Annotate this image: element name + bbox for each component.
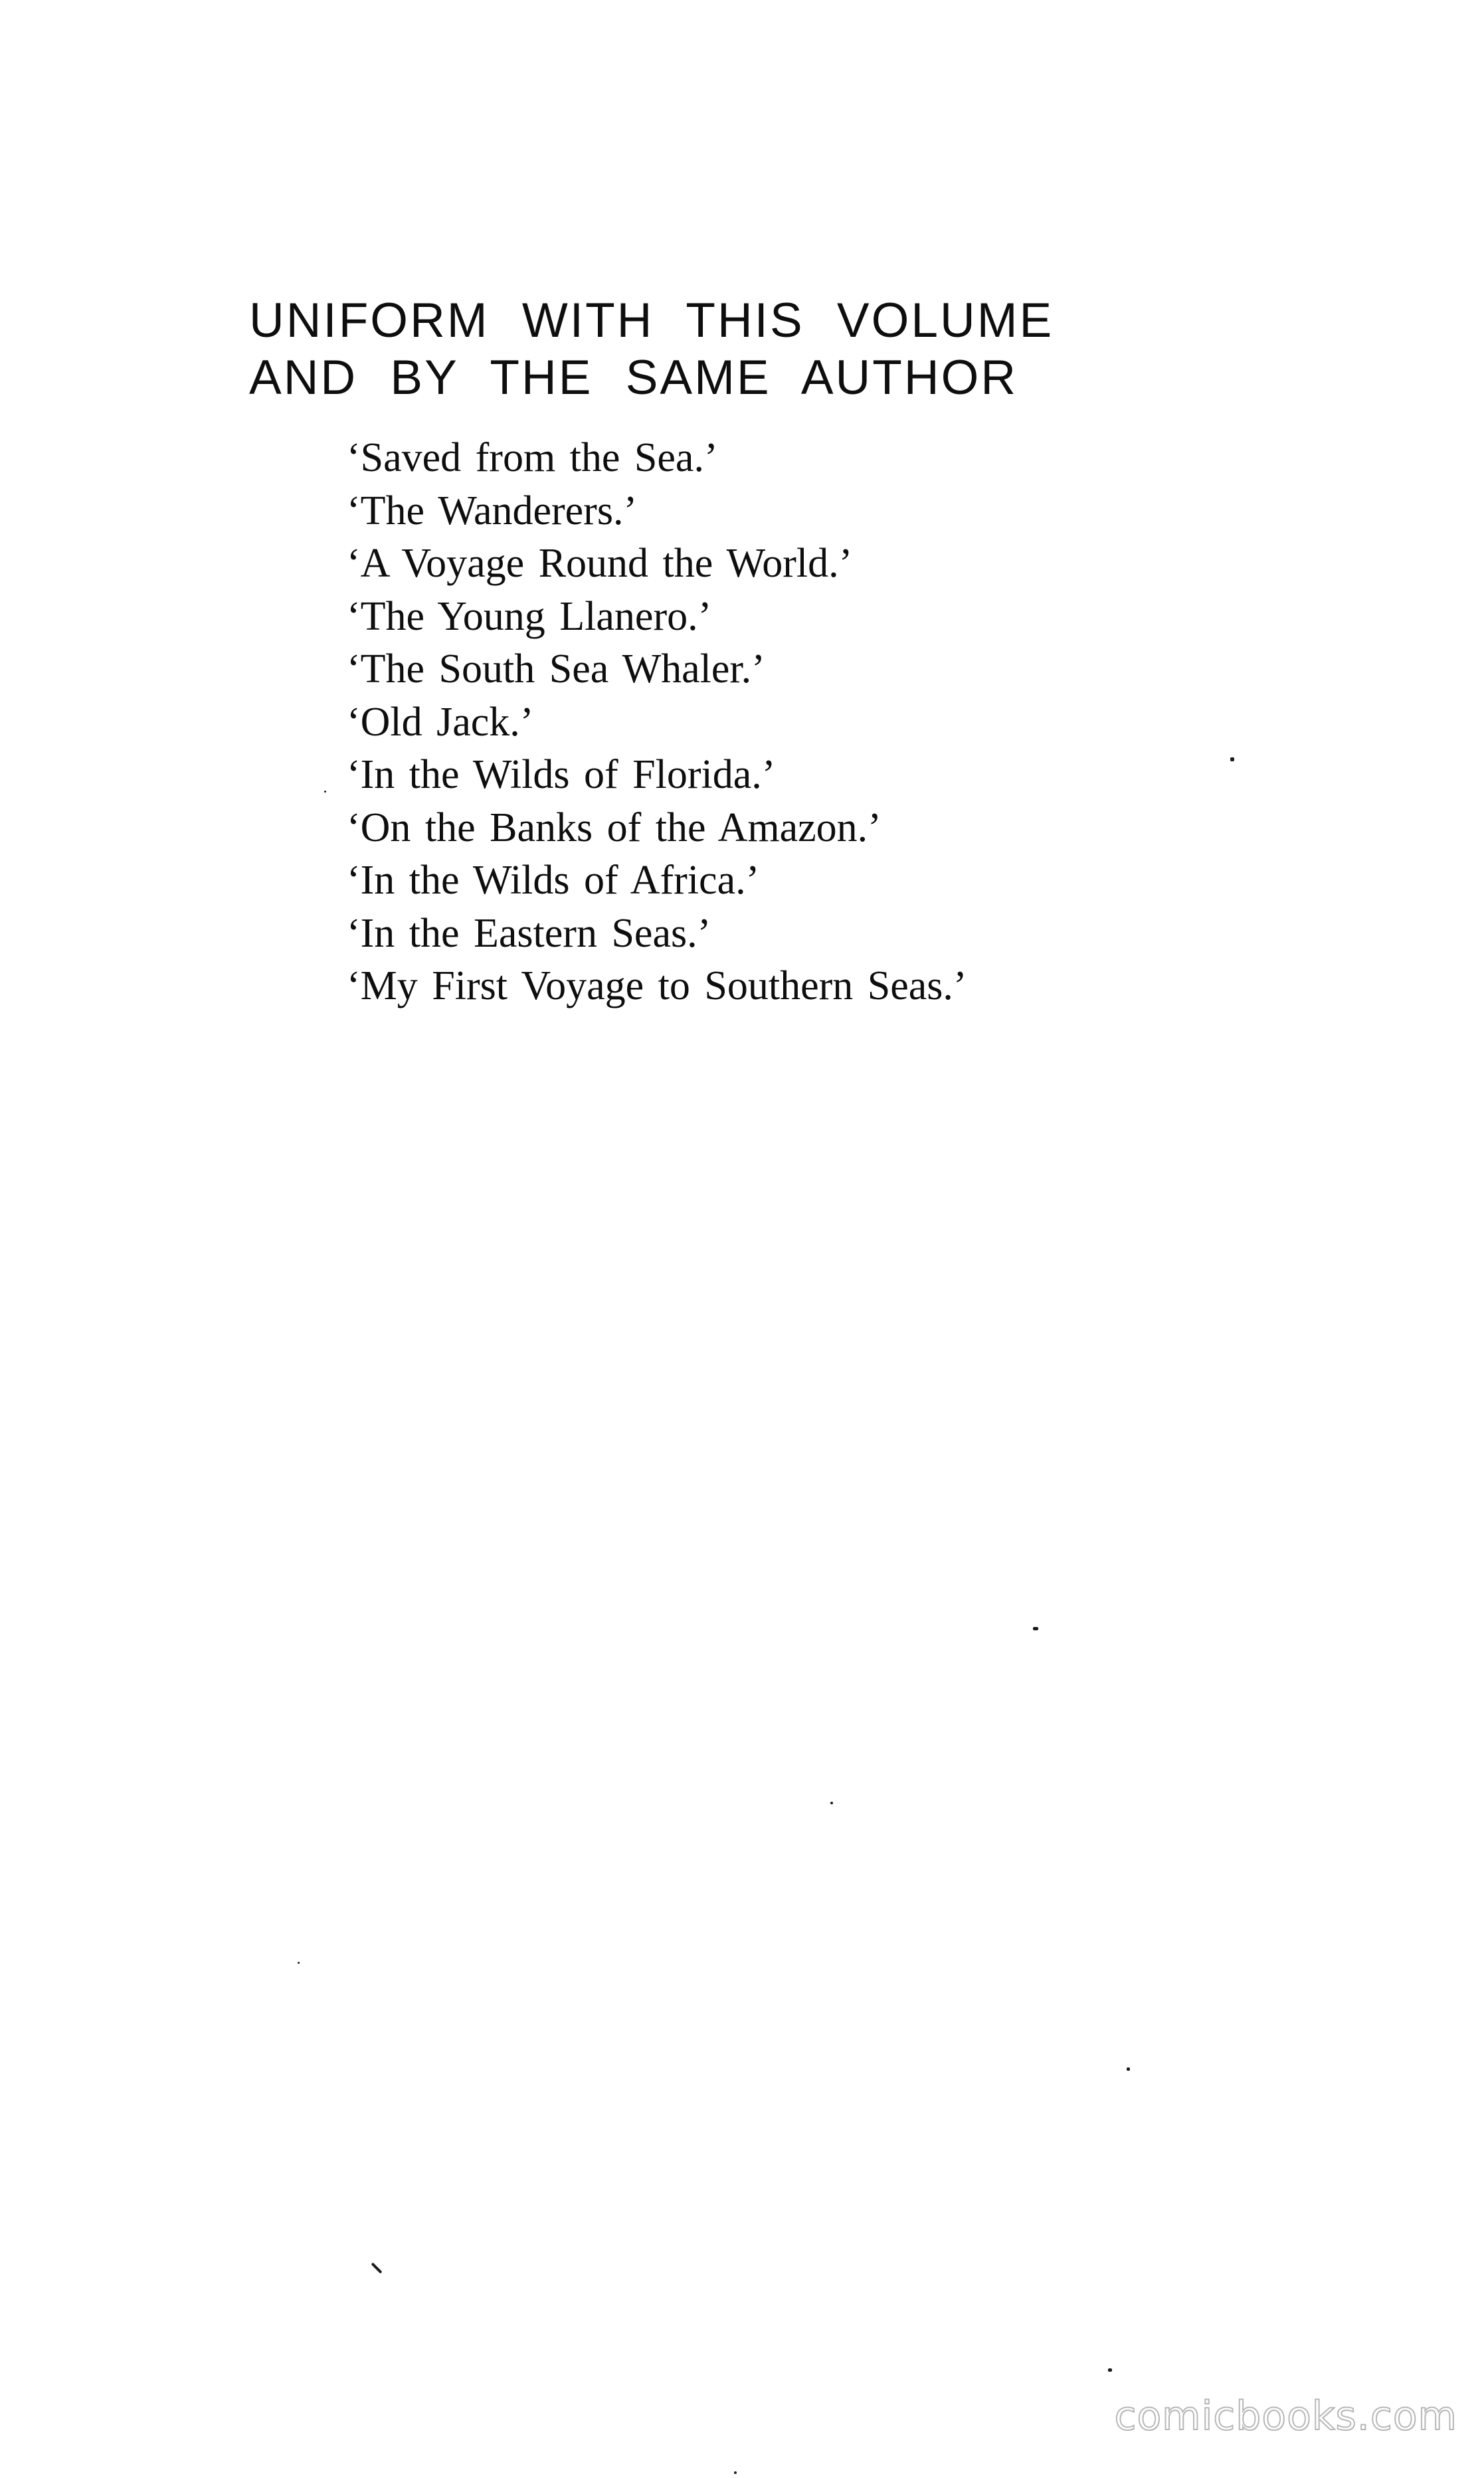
watermark-logo: comicbooks.com [1114,2393,1457,2439]
scan-speck [1033,1627,1038,1630]
list-item: ‘Saved from the Sea.’ [347,435,718,480]
scan-speck [1127,2067,1130,2071]
list-item: ‘On the Banks of the Amazon.’ [347,805,881,850]
scan-speck [1230,757,1234,761]
list-item: ‘The South Sea Whaler.’ [347,646,765,692]
list-item: ‘The Young Llanero.’ [347,593,712,639]
list-item: ‘In the Wilds of Florida.’ [347,752,776,797]
list-item: ‘Old Jack.’ [347,699,534,745]
list-item: ‘A Voyage Round the World.’ [347,541,853,586]
list-item: ‘The Wanderers.’ [347,488,638,533]
heading-line-2: AND BY THE SAME AUTHOR [249,351,1018,405]
title-list [347,432,967,1013]
list-item: ‘In the Eastern Seas.’ [347,910,711,956]
list-item: ‘My First Voyage to Southern Seas.’ [347,963,967,1008]
scan-speck [734,2471,737,2474]
page-heading [249,292,1113,407]
scan-speck [830,1802,833,1804]
scan-speck [1108,2368,1112,2372]
heading-line-1: UNIFORM WITH THIS VOLUME [249,294,1054,347]
scan-speck [298,1962,300,1964]
scan-speck [371,2263,383,2274]
list-item: ‘In the Wilds of Africa.’ [347,858,760,903]
scan-speck [324,791,326,793]
